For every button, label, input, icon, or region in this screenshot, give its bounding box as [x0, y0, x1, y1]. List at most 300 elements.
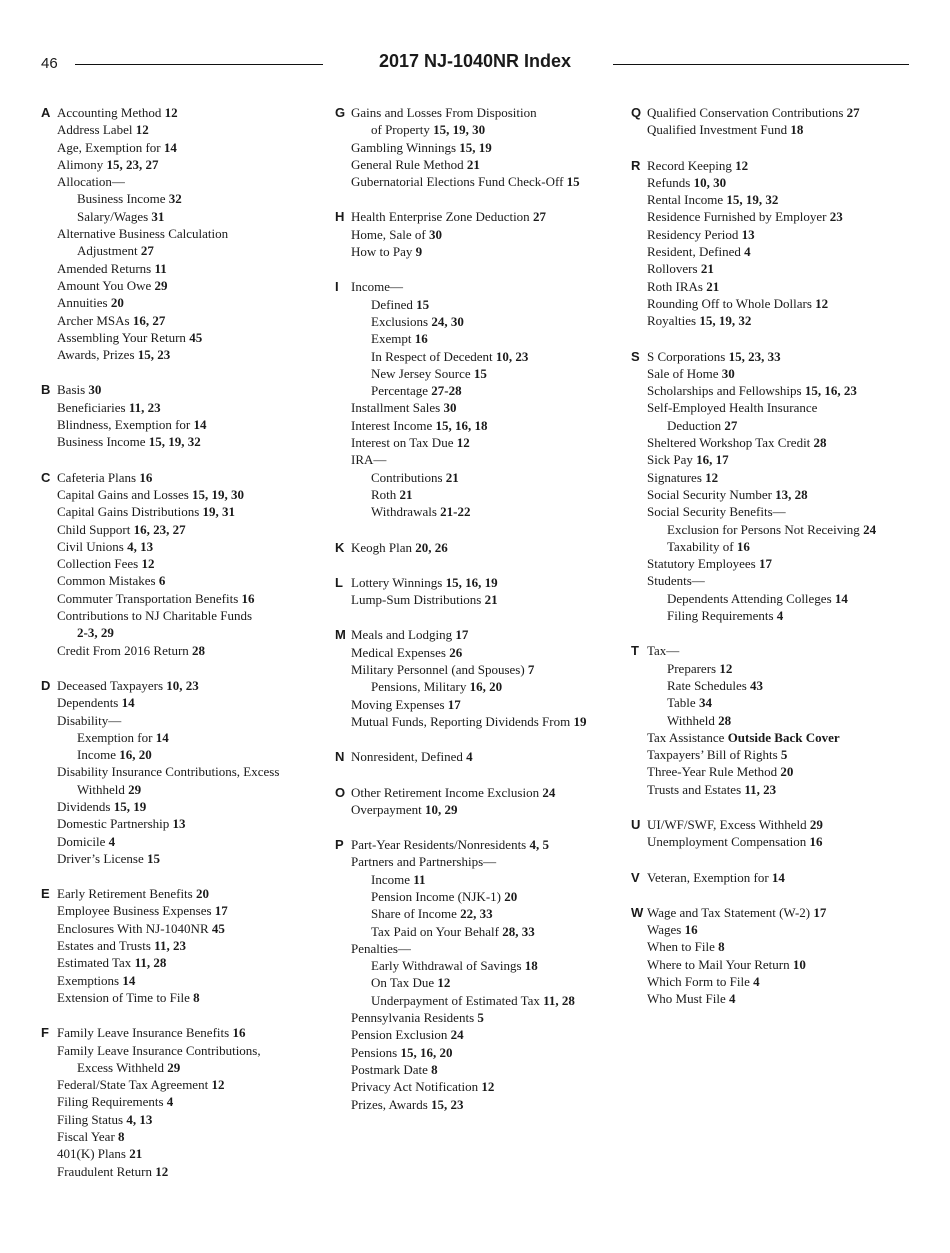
- section-letter: K: [335, 539, 345, 555]
- index-entry: [631, 312, 921, 329]
- header-rule-left: [75, 64, 323, 65]
- entry-term: Beneficiaries: [57, 399, 126, 415]
- entry-pages: 23: [829, 209, 843, 225]
- index-entry: [335, 574, 625, 591]
- entry-pages: 15, 23: [431, 1096, 464, 1112]
- entry-term: Gains and Losses From Disposition: [351, 105, 537, 120]
- entry-term: Pension Exclusion: [351, 1027, 448, 1043]
- index-section-b: [41, 381, 331, 450]
- entry-term: Social Security Benefits—: [647, 504, 786, 520]
- entry-pages: 8: [431, 1061, 438, 1077]
- entry-term: Scholarships and Fellowships: [647, 383, 802, 399]
- entry-term: Three-Year Rule Method: [647, 764, 778, 780]
- entry-pages: 4: [108, 833, 116, 849]
- index-entry: [41, 399, 331, 416]
- index-entry: [631, 990, 921, 1007]
- entry-pages: 34: [698, 695, 712, 711]
- section-letter: S: [631, 348, 640, 364]
- entry-pages: 14: [122, 972, 136, 988]
- entry-pages: 15, 19, 30: [192, 486, 245, 502]
- index-entry: [335, 503, 625, 520]
- entry-term: Wage and Tax Statement (W-2): [647, 904, 811, 920]
- index-entry: [335, 399, 625, 416]
- index-entry: [335, 434, 625, 451]
- index-entry: [335, 121, 625, 138]
- entry-term: Age, Exemption for: [57, 139, 161, 155]
- entry-term: IRA—: [351, 452, 387, 468]
- index-entry: [335, 104, 625, 121]
- section-letter: U: [631, 816, 641, 832]
- index-entry: [631, 660, 921, 677]
- index-entry: [335, 208, 625, 225]
- entry-term: Employee Business Expenses: [57, 903, 212, 919]
- index-entry: [41, 1076, 331, 1093]
- index-entry: [631, 607, 921, 624]
- entry-term: Share of Income: [371, 906, 457, 922]
- entry-pages: 43: [750, 677, 764, 693]
- index-entry: [631, 572, 921, 589]
- index-entry: [631, 121, 921, 138]
- entry-term: Roth IRAs: [647, 278, 703, 294]
- entry-pages: 28: [192, 642, 206, 658]
- entry-term: How to Pay: [351, 244, 413, 260]
- entry-pages: 11, 28: [543, 992, 575, 1008]
- index-entry: [41, 763, 331, 780]
- entry-term: General Rule Method: [351, 156, 464, 172]
- entry-term: 401(K) Plans: [57, 1146, 126, 1162]
- index-section-s: [631, 348, 921, 625]
- entry-pages: 12: [481, 1079, 495, 1095]
- entry-pages: 15, 19: [113, 798, 147, 814]
- entry-term: Prizes, Awards: [351, 1096, 428, 1112]
- section-letter: O: [335, 784, 346, 800]
- section-letter: T: [631, 643, 639, 659]
- entry-pages: 8: [193, 989, 200, 1005]
- index-entry: [41, 624, 331, 641]
- index-section-o: [335, 784, 625, 819]
- entry-term: On Tax Due: [371, 975, 435, 991]
- entry-term: Cafeteria Plans: [57, 469, 137, 485]
- entry-pages: 4: [744, 244, 751, 260]
- entry-term: Filing Status: [57, 1111, 124, 1127]
- index-entry: [631, 642, 921, 659]
- index-entry: [41, 1128, 331, 1145]
- entry-term: Installment Sales: [351, 400, 441, 416]
- entry-pages: 20: [504, 888, 518, 904]
- section-letter: P: [335, 837, 344, 853]
- entry-term: Rollovers: [647, 261, 698, 277]
- entry-pages: 21: [706, 278, 720, 294]
- entry-term: Resident, Defined: [647, 244, 741, 260]
- entry-pages: 16, 27: [132, 312, 166, 328]
- entry-pages: 30: [88, 382, 102, 398]
- entry-pages: 27: [846, 105, 860, 120]
- index-entry: [41, 1111, 331, 1128]
- entry-term: Allocation—: [57, 174, 125, 190]
- index-entry: [41, 746, 331, 763]
- entry-pages: 11, 28: [134, 955, 167, 971]
- index-entry: [335, 278, 625, 295]
- entry-pages: 15, 23: [137, 347, 171, 363]
- entry-term: Medical Expenses: [351, 644, 446, 660]
- entry-term: Family Leave Insurance Benefits: [57, 1025, 230, 1041]
- entry-term: Business Income: [77, 191, 166, 207]
- index-entry: [631, 904, 921, 921]
- entry-pages: 24: [450, 1027, 464, 1043]
- index-entry: [41, 1163, 331, 1180]
- entry-pages: 2-3, 29: [77, 625, 114, 641]
- index-entry: [631, 781, 921, 798]
- index-entry: [335, 923, 625, 940]
- entry-term: Enclosures With NJ-1040NR: [57, 920, 209, 936]
- index-entry: [335, 678, 625, 695]
- entry-pages: 15, 19, 32: [699, 313, 752, 329]
- index-section-v: [631, 869, 921, 886]
- entry-term: Income: [371, 871, 410, 887]
- entry-pages: 4, 5: [529, 837, 549, 853]
- entry-pages: 10, 29: [425, 801, 458, 817]
- entry-term: Qualified Investment Fund: [647, 122, 788, 138]
- index-entry: [335, 365, 625, 382]
- entry-pages: 15, 16, 18: [435, 417, 488, 433]
- entry-pages: 15, 19: [459, 139, 492, 155]
- entry-term: Estimated Tax: [57, 955, 132, 971]
- index-entry: [631, 956, 921, 973]
- entry-pages: 30: [443, 400, 457, 416]
- index-entry: [631, 469, 921, 486]
- index-section-u: [631, 816, 921, 851]
- entry-pages: 15, 23, 27: [106, 156, 159, 172]
- entry-pages: 6: [158, 573, 166, 589]
- entry-term: Assembling Your Return: [57, 329, 186, 345]
- entry-pages: 17: [813, 904, 827, 920]
- index-entry: [335, 713, 625, 730]
- entry-pages: 29: [809, 816, 823, 832]
- entry-term: Pension Income (NJK-1): [371, 888, 501, 904]
- entry-pages: 15: [147, 850, 161, 866]
- index-entry: [41, 225, 331, 242]
- section-letter: Q: [631, 105, 642, 120]
- entry-pages: 21: [445, 469, 459, 485]
- index-entry: [41, 381, 331, 398]
- index-entry: [335, 974, 625, 991]
- entry-pages: 15: [473, 365, 487, 381]
- index-entry: [335, 696, 625, 713]
- entry-term: Dividends: [57, 798, 111, 814]
- entry-pages: 14: [771, 869, 785, 885]
- entry-term: Taxability of: [667, 538, 734, 554]
- index-entry: [41, 972, 331, 989]
- entry-pages: 10, 23: [166, 677, 199, 693]
- section-letter: L: [335, 574, 343, 590]
- index-section-h: [335, 208, 625, 260]
- entry-term: Tax Assistance: [647, 729, 725, 745]
- index-entry: [41, 781, 331, 798]
- entry-term: Family Leave Insurance Contributions,: [57, 1042, 261, 1058]
- entry-pages: 15: [566, 174, 580, 190]
- index-entry: [41, 850, 331, 867]
- entry-term: Contributions to NJ Charitable Funds: [57, 608, 252, 624]
- entry-term: Blindness, Exemption for: [57, 417, 191, 433]
- entry-term: Where to Mail Your Return: [647, 956, 790, 972]
- entry-pages: 26: [449, 644, 463, 660]
- index-entry: [41, 885, 331, 902]
- section-letter: B: [41, 382, 51, 398]
- entry-term: Excess Withheld: [77, 1059, 164, 1075]
- index-entry: [631, 260, 921, 277]
- index-section-e: [41, 885, 331, 1006]
- entry-pages: 4, 13: [127, 538, 154, 554]
- index-entry: [631, 104, 921, 121]
- entry-pages: 11: [154, 260, 167, 276]
- entry-pages: 5: [780, 747, 788, 763]
- entry-term: Rate Schedules: [667, 677, 747, 693]
- entry-pages: 45: [211, 920, 225, 936]
- entry-pages: 24, 30: [431, 313, 464, 329]
- index-section-f: [41, 1024, 331, 1180]
- entry-term: Address Label: [57, 122, 133, 138]
- index-entry: [631, 521, 921, 538]
- entry-term: Capital Gains Distributions: [57, 504, 200, 520]
- entry-pages: 10: [792, 956, 806, 972]
- index-section-k: [335, 539, 625, 556]
- entry-term: Interest Income: [351, 417, 433, 433]
- entry-pages: 27: [140, 243, 154, 259]
- entry-pages: 16, 23, 27: [133, 521, 186, 537]
- entry-term: Sheltered Workshop Tax Credit: [647, 435, 811, 451]
- index-section-l: [335, 574, 625, 609]
- entry-pages: 4: [753, 974, 760, 990]
- entry-term: Disability Insurance Contributions, Excess: [57, 764, 280, 780]
- entry-pages: 28: [718, 712, 732, 728]
- entry-term: Collection Fees: [57, 556, 139, 572]
- entry-term: UI/WF/SWF, Excess Withheld: [647, 816, 807, 832]
- entry-pages: 17: [447, 696, 461, 712]
- index-column-1: [41, 104, 331, 1198]
- section-letter: M: [335, 627, 346, 643]
- section-letter: N: [335, 749, 345, 765]
- index-entry: [335, 626, 625, 643]
- entry-pages: 16: [809, 834, 823, 850]
- index-section-g: [335, 104, 625, 190]
- entry-term: Refunds: [647, 174, 691, 190]
- index-entry: [335, 905, 625, 922]
- entry-pages: 16: [232, 1025, 246, 1041]
- entry-term: Basis: [57, 382, 86, 398]
- entry-pages: 24: [542, 784, 556, 800]
- entry-term: Contributions: [371, 469, 443, 485]
- entry-term: Accounting Method: [57, 105, 162, 120]
- entry-term: Pensions, Military: [371, 679, 467, 695]
- index-entry: [41, 486, 331, 503]
- entry-term: Qualified Conservation Contributions: [647, 105, 844, 120]
- entry-pages: 12: [735, 157, 749, 173]
- entry-pages: 12: [155, 1163, 169, 1179]
- entry-term: Adjustment: [77, 243, 138, 259]
- index-entry: [41, 242, 331, 259]
- section-letter: V: [631, 869, 640, 885]
- entry-term: Disability—: [57, 712, 122, 728]
- entry-pages: 4, 13: [126, 1111, 153, 1127]
- entry-pages: 4: [776, 608, 784, 624]
- index-entry: [631, 869, 921, 886]
- entry-pages: 21: [700, 261, 714, 277]
- entry-term: Fraudulent Return: [57, 1163, 152, 1179]
- entry-pages: 21: [466, 156, 480, 172]
- index-entry: [41, 902, 331, 919]
- entry-pages: 20, 26: [415, 539, 448, 555]
- entry-term: Statutory Employees: [647, 556, 756, 572]
- index-entry: [335, 1061, 625, 1078]
- entry-term: Child Support: [57, 521, 131, 537]
- index-entry: [41, 1059, 331, 1076]
- index-entry: [631, 973, 921, 990]
- entry-term: Residency Period: [647, 226, 739, 242]
- index-entry: [41, 694, 331, 711]
- index-entry: [335, 330, 625, 347]
- entry-term: Who Must File: [647, 991, 726, 1007]
- entry-pages: 18: [524, 958, 538, 974]
- entry-term: Royalties: [647, 313, 697, 329]
- entry-pages: 12: [141, 556, 155, 572]
- entry-term: Taxpayers’ Bill of Rights: [647, 747, 778, 763]
- entry-pages: 16: [684, 922, 698, 938]
- index-entry: [41, 260, 331, 277]
- header-rule-right: [613, 64, 909, 65]
- entry-pages: 31: [151, 208, 165, 224]
- entry-pages: 16, 20: [469, 679, 503, 695]
- entry-term: Alternative Business Calculation: [57, 226, 229, 242]
- page-title: 2017 NJ-1040NR Index: [378, 51, 572, 71]
- entry-pages: 18: [790, 122, 804, 138]
- entry-pages: 28, 33: [502, 923, 535, 939]
- index-entry: [631, 938, 921, 955]
- entry-pages: 9: [415, 244, 423, 260]
- entry-term: Residence Furnished by Employer: [647, 209, 827, 225]
- index-entry: [41, 920, 331, 937]
- entry-term: Sale of Home: [647, 365, 719, 381]
- entry-term: Credit From 2016 Return: [57, 642, 189, 658]
- entry-term: Civil Unions: [57, 538, 124, 554]
- entry-term: Privacy Act Notification: [351, 1079, 479, 1095]
- entry-term: Exclusion for Persons Not Receiving: [667, 521, 860, 537]
- entry-pages: 17: [758, 556, 772, 572]
- index-entry: [41, 833, 331, 850]
- entry-pages: 13: [741, 226, 755, 242]
- index-entry: [631, 833, 921, 850]
- entry-term: Defined: [371, 296, 413, 312]
- entry-pages: 17: [214, 903, 228, 919]
- index-entry: [631, 174, 921, 191]
- entry-pages: 14: [163, 139, 177, 155]
- entry-term: Estates and Trusts: [57, 938, 151, 954]
- index-entry: [335, 784, 625, 801]
- entry-pages: 21-22: [440, 504, 471, 520]
- index-entry: [335, 469, 625, 486]
- entry-term: In Respect of Decedent: [371, 348, 493, 364]
- entry-pages: 16: [139, 469, 153, 485]
- entry-pages: 15, 16, 19: [445, 574, 498, 590]
- index-entry: [41, 954, 331, 971]
- index-entry: [631, 382, 921, 399]
- index-entry: [335, 139, 625, 156]
- entry-term: Exclusions: [371, 313, 429, 329]
- index-entry: [631, 434, 921, 451]
- index-entry: [631, 503, 921, 520]
- index-entry: [335, 348, 625, 365]
- entry-pages: 11, 23: [154, 938, 186, 954]
- entry-pages: 5: [477, 1010, 484, 1026]
- entry-term: Underpayment of Estimated Tax: [371, 992, 540, 1008]
- index-entry: [41, 521, 331, 538]
- entry-pages: Outside Back Cover: [727, 729, 840, 745]
- entry-term: Rental Income: [647, 192, 724, 208]
- entry-term: Income: [77, 747, 116, 763]
- entry-term: Keogh Plan: [351, 539, 413, 555]
- entry-pages: 27: [724, 417, 738, 433]
- entry-pages: 7: [527, 662, 535, 678]
- index-entry: [335, 992, 625, 1009]
- index-entry: [631, 538, 921, 555]
- entry-pages: 16, 17: [696, 452, 729, 468]
- index-entry: [631, 921, 921, 938]
- entry-pages: 13, 28: [775, 486, 808, 502]
- entry-pages: 14: [121, 695, 135, 711]
- index-entry: [41, 937, 331, 954]
- entry-term: Interest on Tax Due: [351, 435, 454, 451]
- entry-pages: 15, 19, 32: [148, 434, 201, 450]
- entry-term: Fiscal Year: [57, 1129, 115, 1145]
- index-entry: [41, 1042, 331, 1059]
- entry-term: Federal/State Tax Agreement: [57, 1077, 209, 1093]
- entry-term: Postmark Date: [351, 1061, 428, 1077]
- entry-term: Salary/Wages: [77, 208, 149, 224]
- entry-term: Which Form to File: [647, 974, 750, 990]
- entry-pages: 12: [719, 660, 733, 676]
- entry-pages: 30: [428, 226, 442, 242]
- index-entry: [335, 888, 625, 905]
- index-entry: [335, 1044, 625, 1061]
- entry-term: Filing Requirements: [57, 1094, 164, 1110]
- entry-term: Gambling Winnings: [351, 139, 457, 155]
- entry-term: Wages: [647, 922, 682, 938]
- section-letter: E: [41, 886, 50, 902]
- index-entry: [41, 416, 331, 433]
- index-entry: [41, 139, 331, 156]
- entry-pages: 13: [172, 816, 186, 832]
- entry-term: Annuities: [57, 295, 108, 311]
- index-entry: [41, 277, 331, 294]
- index-entry: [41, 607, 331, 624]
- index-entry: [335, 173, 625, 190]
- index-column-3: [631, 104, 921, 1026]
- index-entry: [335, 1096, 625, 1113]
- section-letter: A: [41, 105, 51, 120]
- entry-pages: 11: [413, 871, 426, 887]
- index-entry: [41, 538, 331, 555]
- entry-term: Sick Pay: [647, 452, 693, 468]
- index-entry: [335, 591, 625, 608]
- index-section-d: [41, 677, 331, 867]
- entry-pages: 24: [863, 521, 877, 537]
- entry-pages: 22, 33: [460, 906, 493, 922]
- index-entry: [335, 801, 625, 818]
- entry-term: Students—: [647, 573, 705, 589]
- index-entry: [41, 677, 331, 694]
- index-section-i: [335, 278, 625, 520]
- entry-term: Overpayment: [351, 801, 422, 817]
- index-section-c: [41, 469, 331, 659]
